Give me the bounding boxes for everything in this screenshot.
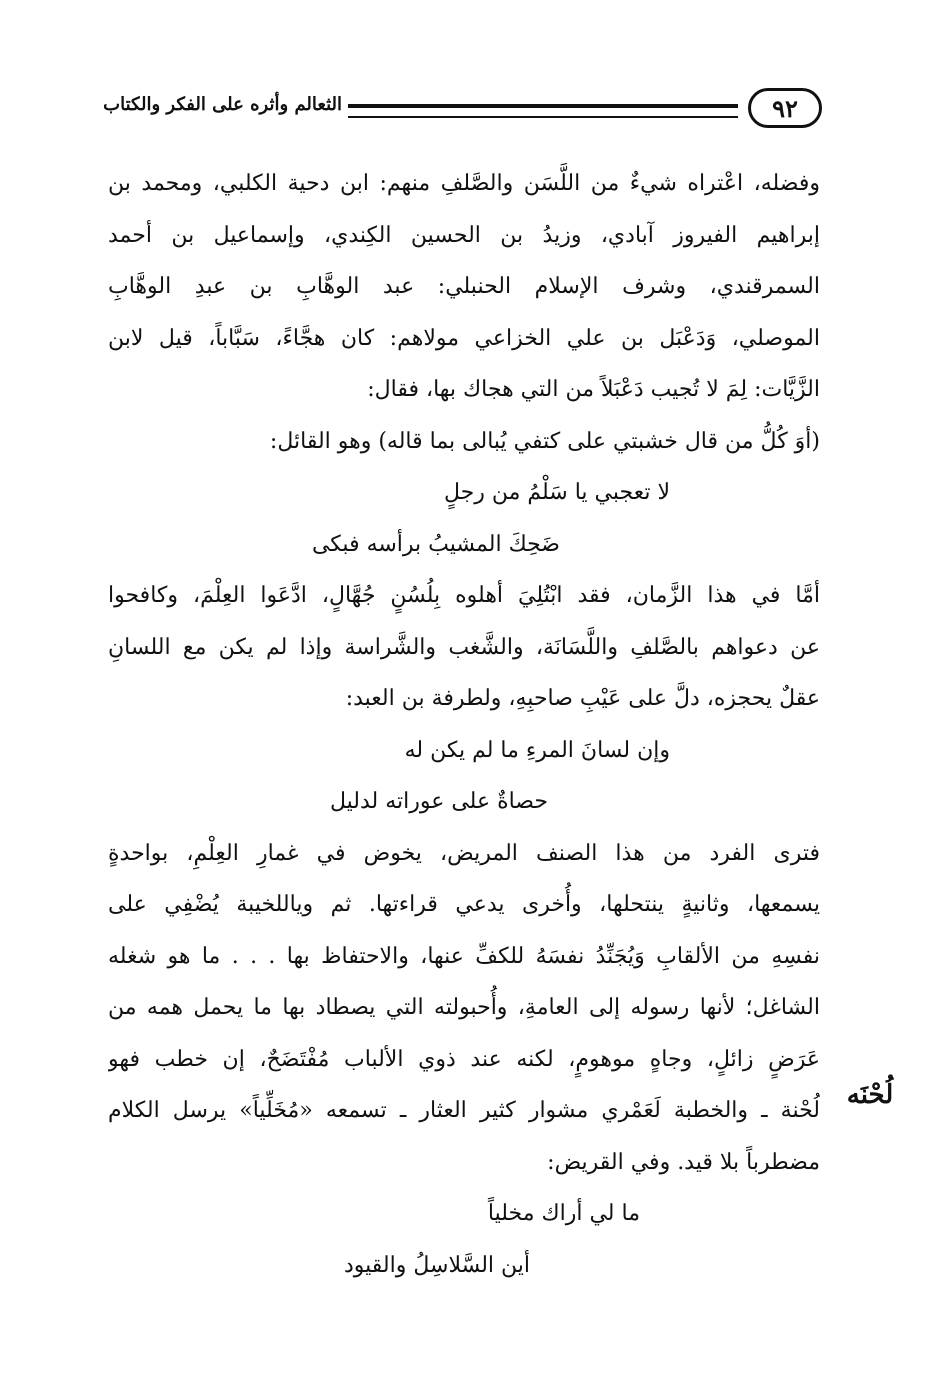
verse-line: لا تعجبي يا سَلْمُ من رجلٍ xyxy=(443,480,670,505)
page-number: ٩٢ xyxy=(748,88,822,128)
verse-line: وإن لسانَ المرءِ ما لم يكن له xyxy=(404,737,670,763)
text-line: الشاغل؛ لأنها رسوله إلى العامةِ، وأُحبولته التي يصطاد بها ما يحمل همه من xyxy=(108,995,820,1020)
page-body xyxy=(108,158,820,1291)
text-line: الزَّيَّات: لِمَ لا تُجيب دَعْبَلاً من التي هجاك بها، فقال: xyxy=(367,377,820,402)
text-line: عقلٌ يحجزه، دلَّ على عَيْبِ صاحبِهِ، ولطرفة بن العبد: xyxy=(345,686,820,711)
text-line: أمَّا في هذا الزَّمان، فقد ابْتُلِيَ أهلوه بِلُسُنٍ جُهَّالٍ، ادَّعَوا العِلْمَ، وكافحوا xyxy=(108,583,820,608)
running-title: الثعالم وأثره على الفكر والكتاب xyxy=(103,94,342,115)
text-line: فترى الفرد من هذا الصنف المريض، يخوض في غمارِ العِلْمِ، بواحدةٍ xyxy=(108,840,820,866)
verse-line: حصاةٌ على عوراته لدليل xyxy=(329,789,548,814)
handwritten-margin-note: لُحْنَه xyxy=(846,1080,894,1110)
verse-line: ضَحِكَ المشيبُ برأسه فبكى xyxy=(311,531,560,557)
text-line: عَرَضٍ زائلٍ، وجاهٍ موهومٍ، لكنه عند ذوي الألباب مُفْتَضَحٌ، إن خطب فهو xyxy=(108,1046,820,1072)
text-line: عن دعواهم بالصَّلفِ واللَّسَانَة، والشَّغب والشَّراسة وإذا لم يكن مع اللسانِ xyxy=(108,634,820,660)
text-line: يسمعها، وثانيةٍ ينتحلها، وأُخرى يدعي قراءتها. ثم وياللخيبة يُضْفِي على xyxy=(108,892,820,917)
text-line: نفسِهِ من الألقابِ وَيُجَنِّدُ نفسَهُ للكفِّ عنها، والاحتفاظ بها . . . ما هو شغله xyxy=(108,943,820,969)
page-header xyxy=(103,88,822,132)
text-line: لُحْنة ـ والخطبة لَعَمْري مشوار كثير العثار ـ تسمعه «مُخَلِّياً» يرسل الكلام xyxy=(108,1098,820,1123)
verse-line: ما لي أراك مخلياً xyxy=(487,1201,640,1226)
text-line: مضطرباً بلا قيد. وفي القريض: xyxy=(547,1149,820,1175)
text-line: إبراهيم الفيروز آبادي، وزيدُ بن الحسين الكِندي، وإسماعيل بن أحمد xyxy=(108,222,820,248)
text-line: السمرقندي، وشرف الإسلام الحنبلي: عبد الوهَّابِ بن عبدِ الوهَّابِ xyxy=(108,274,820,299)
text-line: وفضله، اعْتراه شيءٌ من اللَّسَن والصَّلفِ منهم: ابن دحية الكلبي، ومحمد بن xyxy=(108,171,820,196)
header-rule xyxy=(348,104,738,118)
text-line: (أوَ كُلُّ من قال خشبتي على كتفي يُبالى بما قاله) وهو القائل: xyxy=(269,428,820,454)
text-line: الموصلي، وَدَعْبَل بن علي الخزاعي مولاهم: كان هجَّاءً، سَبَّاباً، قيل لابن xyxy=(108,325,820,351)
verse-line: أين السَّلاسِلُ والقيود xyxy=(343,1252,530,1278)
